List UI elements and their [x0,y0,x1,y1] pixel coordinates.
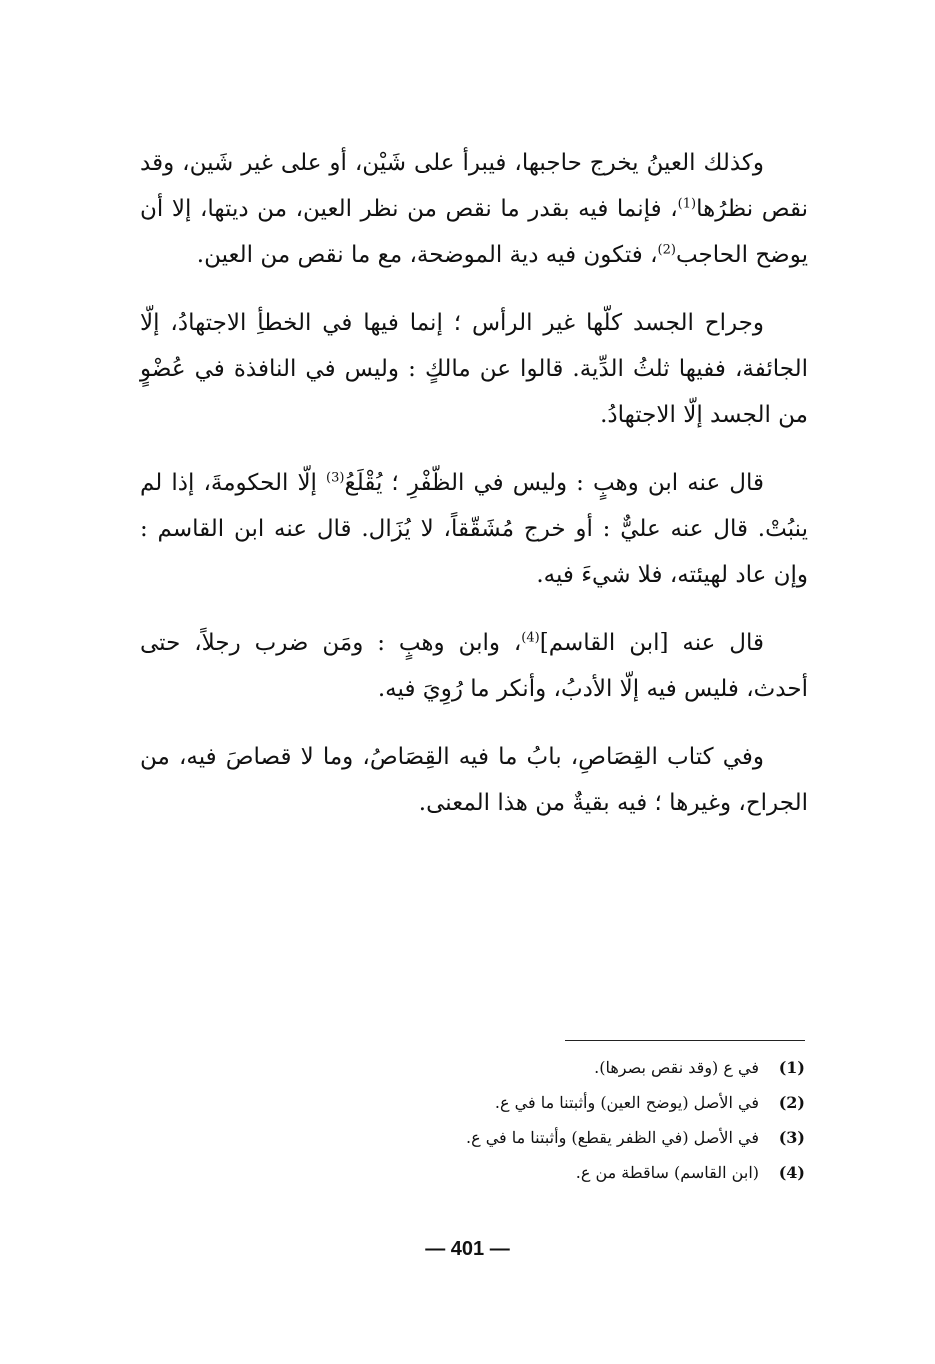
footnote-ref-2: (2) [657,242,676,258]
footnote-text: في ع (وقد نقص بصرها). [594,1058,759,1077]
footnote-number: (2) [778,1093,805,1112]
footnote-ref-3: (3) [326,470,345,486]
footnote-divider [565,1040,805,1041]
footnote-number: (3) [778,1128,805,1147]
paragraph-1-part-b: ، فإنما فيه بقدر ما نقص من نظر العين، من ديتها، إلا أن يوضح الحاجب [140,196,808,268]
paragraph-3-part-a: قال عنه ابن وهبٍ : وليس في الظّفْرِ ؛ يُقْلَعُ [344,470,764,496]
page-number: — 401 — [425,1238,510,1260]
paragraph-3-part-b: إلّا الحكومةَ، إذا لم ينبُتْ. قال عنه عليٌّ : أو خرج مُشَقّقاً، لا يُزَال. قال عنه ابن القاسم : وإن عاد لهيئته، فلا شيءَ فيه. [140,470,808,588]
paragraph-1-part-a: وكذلك العينُ يخرج حاجبها، فيبرأ على شَيْن، أو على غير شَين، وقد نقص نظرُها [140,150,808,222]
paragraph-3 [140,460,808,598]
paragraph-4-part-b: ، وابن وهبٍ : ومَن ضرب رجلاً، حتى أحدث، فليس فيه إلّا الأدبُ، وأنكر ما رُوِيَ فيه. [140,630,808,702]
footnote-number: (4) [778,1163,805,1182]
footnote-text: في الأصل (يوضح العين) وأثبتنا ما في ع. [494,1093,759,1112]
paragraph-1 [140,140,808,278]
footnotes [300,1050,805,1190]
footnote-ref-4: (4) [521,630,540,646]
paragraph-4 [140,620,808,712]
footnote-4 [300,1155,805,1190]
footnote-ref-1: (1) [677,196,697,212]
footnote-number: (1) [778,1058,805,1077]
footnote-text: في الأصل (في الظفر يقطع) وأثبتنا ما في ع. [465,1128,759,1147]
paragraph-1-part-c: ، فتكون فيه دية الموضحة، مع ما نقص من العين. [196,242,658,268]
body-text [140,140,808,848]
footnote-text: (ابن القاسم) ساقطة من ع. [575,1163,759,1182]
footnote-3 [300,1120,805,1155]
paragraph-2: وجراح الجسد كلّها غير الرأس ؛ إنما فيها في الخطأِ الاجتهادُ، إلّا الجائفة، ففيها ثلثُ الدِّية. قالوا عن مالكٍ : وليس في النافذة في عُضْوٍ من الجسد إلّا الاجتهادُ. [140,310,808,428]
paragraph-4-part-a: قال عنه [ابن القاسم] [539,630,764,656]
footnote-1 [300,1050,805,1085]
footnote-2 [300,1085,805,1120]
paragraph-5: وفي كتاب القِصَاصِ، بابُ ما فيه القِصَاصُ، وما لا قصاصَ فيه، من الجراح، وغيرها ؛ فيه بقيةٌ من هذا المعنى. [140,744,808,816]
